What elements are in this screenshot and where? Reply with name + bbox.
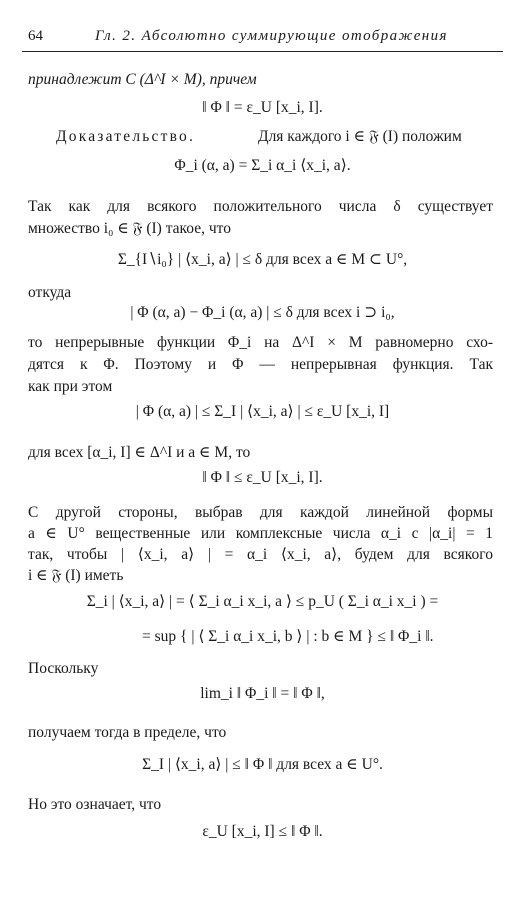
text-line: Так как для всякого положительного числа δ существует xyxy=(28,198,493,215)
text-line: для всех [α_i, I] ∈ Δ^I и a ∈ M, то xyxy=(28,444,251,461)
text-line: Для каждого i ∈ 𝔉 (I) положим xyxy=(258,128,462,145)
text-line: i ∈ 𝔉 (I) иметь xyxy=(28,567,124,584)
text-line: как при этом xyxy=(28,378,113,395)
formula: | Φ (α, a) | ≤ Σ_I | ⟨x_i, a⟩ | ≤ ε_U [x_i, I] xyxy=(135,403,390,420)
text-line: множество i₀ ∈ 𝔉 (I) такое, что xyxy=(28,220,231,237)
formula: | Φ (α, a) − Φ_i (α, a) | ≤ δ для всех i ⊃ i₀, xyxy=(130,304,395,321)
formula: Σ_i | ⟨x_i, a⟩ | = ⟨ Σ_i α_i x_i, a ⟩ ≤ p_U ( Σ_i α_i x_i ) = xyxy=(86,593,439,610)
text-line: a ∈ U° вещественные или комплексные числа α_i с |α_i| = 1 xyxy=(28,525,493,542)
formula: Σ_{I∖i₀} | ⟨x_i, a⟩ | ≤ δ для всех a ∈ M ⊂ U°, xyxy=(117,251,408,268)
formula: Φ_i (α, a) = Σ_i α_i ⟨x_i, a⟩. xyxy=(174,157,351,174)
formula: = sup { | ⟨ Σ_i α_i x_i, b ⟩ | : b ∈ M } ≤ ‖ Φ_i ‖. xyxy=(142,628,434,645)
formula: Σ_I | ⟨x_i, a⟩ | ≤ ‖ Φ ‖ для всех a ∈ U°. xyxy=(142,756,383,773)
text-line: С другой стороны, выбрав для каждой линейной формы xyxy=(28,504,493,521)
text-line: получаем тогда в пределе, что xyxy=(28,724,227,741)
formula: lim_i ‖ Φ_i ‖ = ‖ Φ ‖, xyxy=(200,685,325,702)
text-line: Но это означает, что xyxy=(28,796,162,813)
text-line: то непрерывные функции Φ_i на Δ^I × M равномерно схо- xyxy=(28,334,493,351)
formula: ‖ Φ ‖ ≤ ε_U [x_i, I]. xyxy=(202,469,323,486)
header-rule xyxy=(22,51,503,52)
text-line: откуда xyxy=(28,284,72,301)
formula: ε_U [x_i, I] ≤ ‖ Φ ‖. xyxy=(202,823,323,840)
text-line: Поскольку xyxy=(28,660,99,677)
formula: ‖ Φ ‖ = ε_U [x_i, I]. xyxy=(202,99,323,116)
text-line: дятся к Φ. Поэтому и Φ — непрерывная функция. Так xyxy=(28,356,493,373)
proof-heading: Доказательство. xyxy=(56,128,196,145)
text-line: так, чтобы | ⟨x_i, a⟩ | = α_i ⟨x_i, a⟩, будем для всякого xyxy=(28,546,493,563)
text-line: принадлежит C (Δ^I × M), причем xyxy=(28,71,257,88)
page-number: 64 xyxy=(28,28,43,44)
running-title: Гл. 2. Абсолютно суммирующие отображения xyxy=(95,28,448,44)
